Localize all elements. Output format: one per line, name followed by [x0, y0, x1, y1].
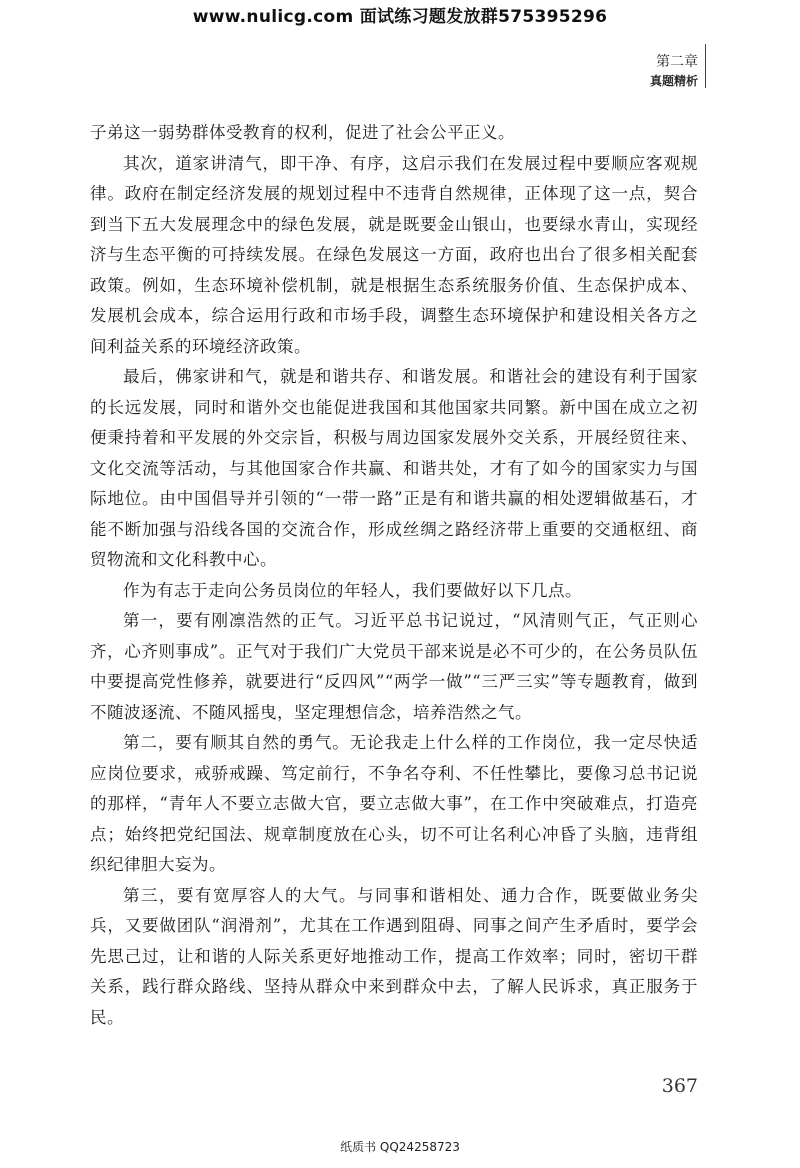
paragraph: 作为有志于走向公务员岗位的年轻人，我们要做好以下几点。	[123, 580, 582, 600]
chapter-divider	[705, 44, 706, 88]
footer-text: 纸质书 QQ24258723	[340, 1140, 460, 1154]
paragraph: 其次，道家讲清气，即干净、有序，这启示我们在发展过程中要顺应客观规律。政府在制定经济发展的规划过程中不违背自然规律，正体现了这一点，契合到当下五大发展理念中的绿色发展，就是既要金山银山，也要绿水青山，实现经济与生态平衡的可持续发展。在绿色发展这一方面，政府也出台了很多相关配套政策。例如，生态环境补偿机制，就是根据生态系统服务价值、生态保护成本、发展机会成本，综合运用行政和市场手段，调整生态环境保护和建设相关各方之间利益关系的环境经济政策。	[90, 153, 698, 356]
body-text	[90, 118, 698, 1033]
paragraph: 第三，要有宽厚容人的大气。与同事和谐相处、通力合作，既要做业务尖兵，又要做团队“润滑剂”，尤其在工作遇到阻碍、同事之间产生矛盾时，要学会先思己过，让和谐的人际关系更好地推动工作，提高工作效率；同时，密切干群关系，践行群众路线、坚持从群众中来到群众中去，了解人民诉求，真正服务于民。	[90, 885, 698, 1027]
paragraph: 第一，要有刚凛浩然的正气。习近平总书记说过，“风清则气正，气正则心齐，心齐则事成”。正气对于我们广大党员干部来说是必不可少的，在公务员队伍中要提高党性修养，就要进行“反四风”“两学一做”“三严三实”等专题教育，做到不随波逐流、不随风摇曳，坚定理想信念，培养浩然之气。	[90, 611, 698, 722]
paragraph: 最后，佛家讲和气，就是和谐共存、和谐发展。和谐社会的建设有利于国家的长远发展，同时和谐外交也能促进我国和其他国家共同繁。新中国在成立之初便秉持着和平发展的外交宗旨，积极与周边国家发展外交关系，开展经贸往来、文化交流等活动，与其他国家合作共赢、和谐共处，才有了如今的国家实力与国际地位。由中国倡导并引领的“一带一路”正是有和谐共赢的相处逻辑做基石，才能不断加强与沿线各国的交流合作，形成丝绸之路经济带上重要的交通枢纽、商贸物流和文化科教中心。	[90, 367, 698, 569]
chapter-header	[650, 52, 698, 90]
chapter-title: 真题精析	[649, 74, 698, 88]
page-number: 367	[661, 1075, 698, 1097]
paragraph: 第二，要有顺其自然的勇气。无论我走上什么样的工作岗位，我一定尽快适应岗位要求，戒骄戒躁、笃定前行，不争名夺利、不任性攀比，要像习总书记说的那样，“青年人不要立志做大官，要立志做大事”，在工作中突破难点，打造亮点；始终把党纪国法、规章制度放在心头，切不可让名利心冲昏了头脑，违背组织纪律胆大妄为。	[90, 733, 698, 874]
paragraph: 子弟这一弱势群体受教育的权利，促进了社会公平正义。	[90, 123, 515, 142]
watermark-banner: www.nulicg.com 面试练习题发放群575395296	[192, 7, 608, 27]
chapter-number: 第二章	[656, 54, 698, 70]
